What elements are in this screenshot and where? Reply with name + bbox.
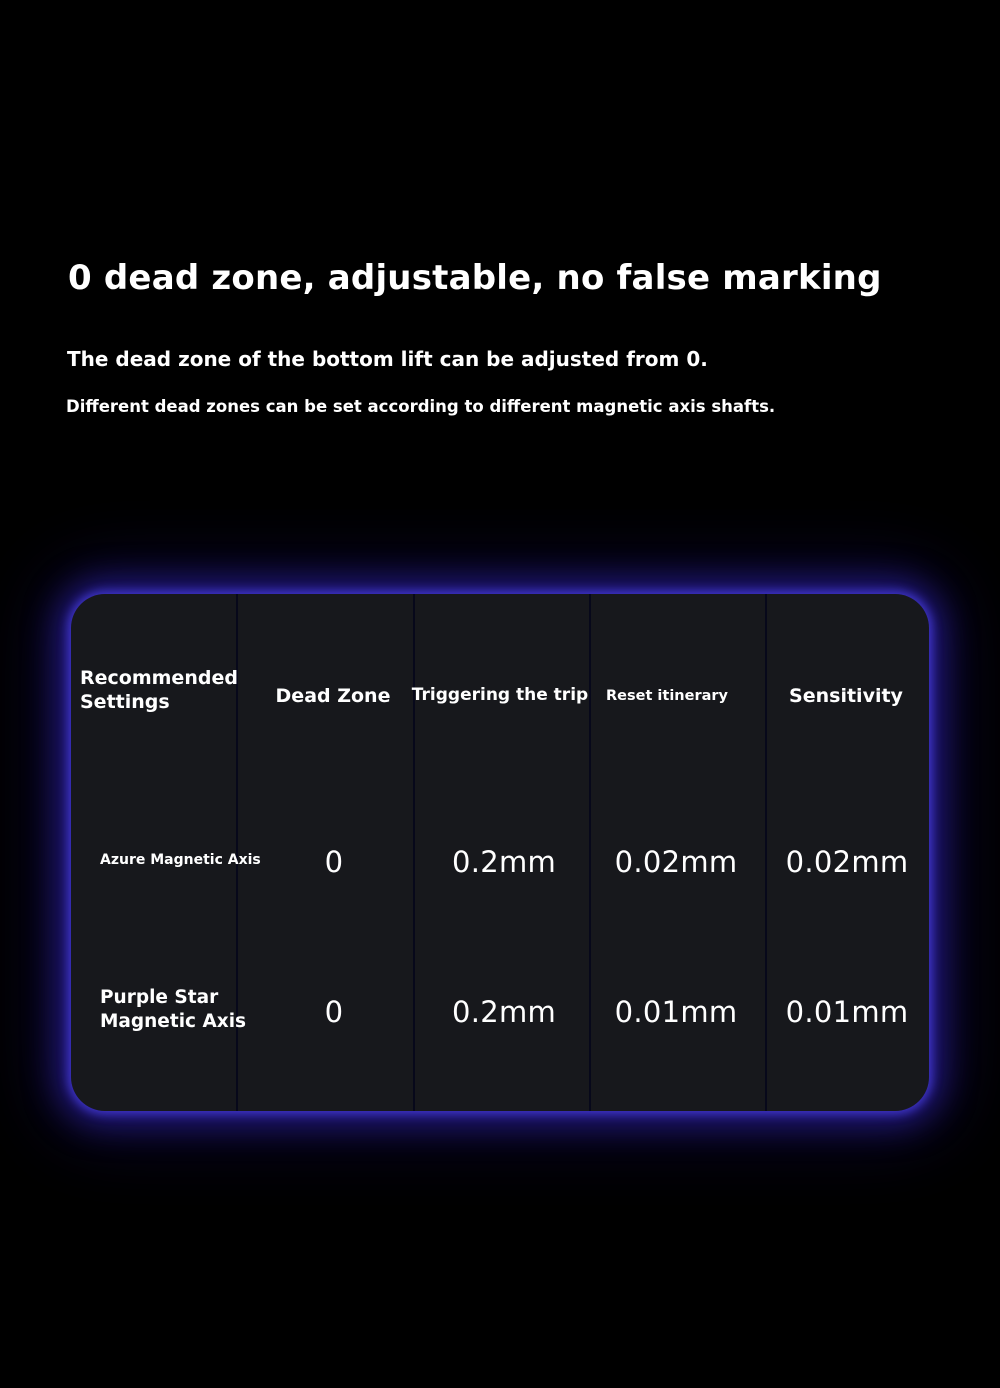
settings-table bbox=[71, 594, 929, 1111]
header-recommended-settings bbox=[80, 666, 238, 714]
row-label-purple-line1: Purple Star bbox=[100, 987, 219, 1008]
row-purple-dead-zone: 0 bbox=[324, 995, 344, 1029]
column-divider bbox=[765, 594, 767, 1111]
header-dead-zone: Dead Zone bbox=[275, 685, 391, 707]
row-label-azure bbox=[100, 851, 261, 869]
row-label-azure-line: Azure Magnetic Axis bbox=[100, 852, 261, 868]
row-azure-trigger: 0.2mm bbox=[451, 845, 557, 879]
header-triggering-trip: Triggering the trip bbox=[411, 685, 589, 705]
header-recommended-line: Recommended bbox=[80, 667, 238, 689]
row-azure-dead-zone: 0 bbox=[324, 845, 344, 879]
column-divider bbox=[413, 594, 415, 1111]
column-divider bbox=[589, 594, 591, 1111]
header-sensitivity: Sensitivity bbox=[789, 685, 903, 707]
header-reset-itinerary: Reset itinerary bbox=[605, 688, 729, 704]
page-description: Different dead zones can be set according to different magnetic axis shafts. bbox=[66, 397, 776, 416]
row-purple-sensitivity: 0.01mm bbox=[785, 995, 909, 1029]
row-azure-reset: 0.02mm bbox=[614, 845, 738, 879]
row-purple-trigger: 0.2mm bbox=[451, 995, 557, 1029]
page-headline: 0 dead zone, adjustable, no false marking bbox=[68, 258, 882, 298]
row-label-purple-star bbox=[100, 986, 246, 1034]
page-subtitle: The dead zone of the bottom lift can be adjusted from 0. bbox=[67, 347, 708, 371]
row-label-purple-line2: Magnetic Axis bbox=[100, 1011, 247, 1032]
row-azure-sensitivity: 0.02mm bbox=[785, 845, 909, 879]
row-purple-reset: 0.01mm bbox=[614, 995, 738, 1029]
header-settings-line: Settings bbox=[80, 691, 170, 713]
